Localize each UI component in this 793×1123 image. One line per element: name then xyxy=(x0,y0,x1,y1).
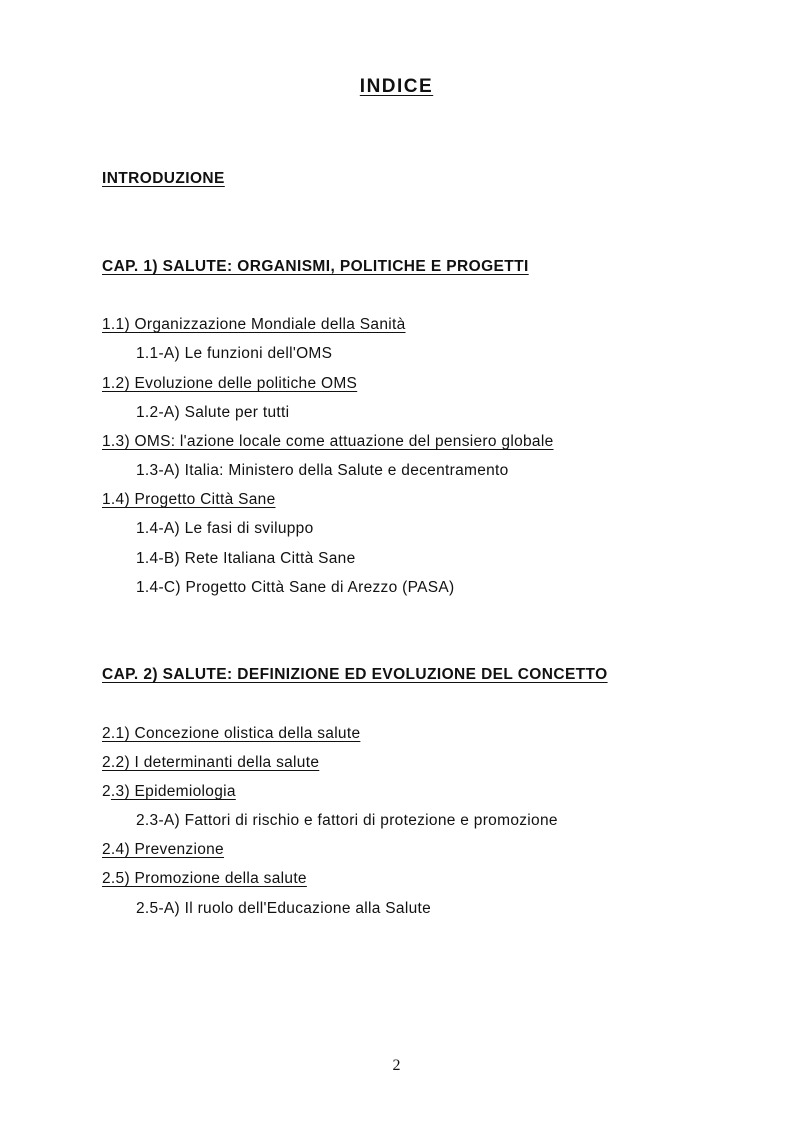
toc-entry-2-3-label: .3) Epidemiologia xyxy=(110,783,236,800)
toc-entry-2-4[interactable]: 2.4) Prevenzione xyxy=(102,841,224,858)
toc-entry-1-2[interactable]: 1.2) Evoluzione delle politiche OMS xyxy=(102,375,358,392)
toc-entry-1-1[interactable]: 1.1) Organizzazione Mondiale della Sanità xyxy=(102,316,406,333)
toc-entry-1-4[interactable]: 1.4) Progetto Città Sane xyxy=(102,491,276,508)
toc-entry-1-4-a: 1.4-A) Le fasi di sviluppo xyxy=(136,520,314,537)
toc-entry-1-3-a: 1.3-A) Italia: Ministero della Salute e decentramento xyxy=(136,462,509,479)
chapter-2-heading[interactable]: CAP. 2) SALUTE: DEFINIZIONE ED EVOLUZIONE DEL CONCETTO xyxy=(102,666,608,683)
toc-entry-1-4-c: 1.4-C) Progetto Città Sane di Arezzo (PASA) xyxy=(136,579,455,596)
toc-entry-2-5-a: 2.5-A) Il ruolo dell'Educazione alla Salute xyxy=(136,900,432,917)
toc-entry-2-3[interactable] xyxy=(102,783,236,801)
toc-entry-1-1-a: 1.1-A) Le funzioni dell'OMS xyxy=(136,345,333,362)
toc-entry-1-2-a: 1.2-A) Salute per tutti xyxy=(136,404,290,421)
toc-entry-2-3-number-prefix: 2 xyxy=(102,783,111,800)
toc-entry-2-5[interactable]: 2.5) Promozione della salute xyxy=(102,870,307,887)
toc-entry-1-4-b: 1.4-B) Rete Italiana Città Sane xyxy=(136,550,356,567)
toc-entry-2-3-a: 2.3-A) Fattori di rischio e fattori di protezione e promozione xyxy=(136,812,558,829)
toc-entry-2-2[interactable]: 2.2) I determinanti della salute xyxy=(102,754,320,771)
introduction-heading[interactable]: INTRODUZIONE xyxy=(102,170,225,187)
toc-entry-2-1[interactable]: 2.1) Concezione olistica della salute xyxy=(102,725,361,742)
toc-entry-1-3[interactable]: 1.3) OMS: l'azione locale come attuazione del pensiero globale xyxy=(102,433,554,450)
page-title: INDICE xyxy=(359,76,434,97)
chapter-1-heading[interactable]: CAP. 1) SALUTE: ORGANISMI, POLITICHE E PROGETTI xyxy=(102,258,529,275)
page-number: 2 xyxy=(392,1057,401,1074)
